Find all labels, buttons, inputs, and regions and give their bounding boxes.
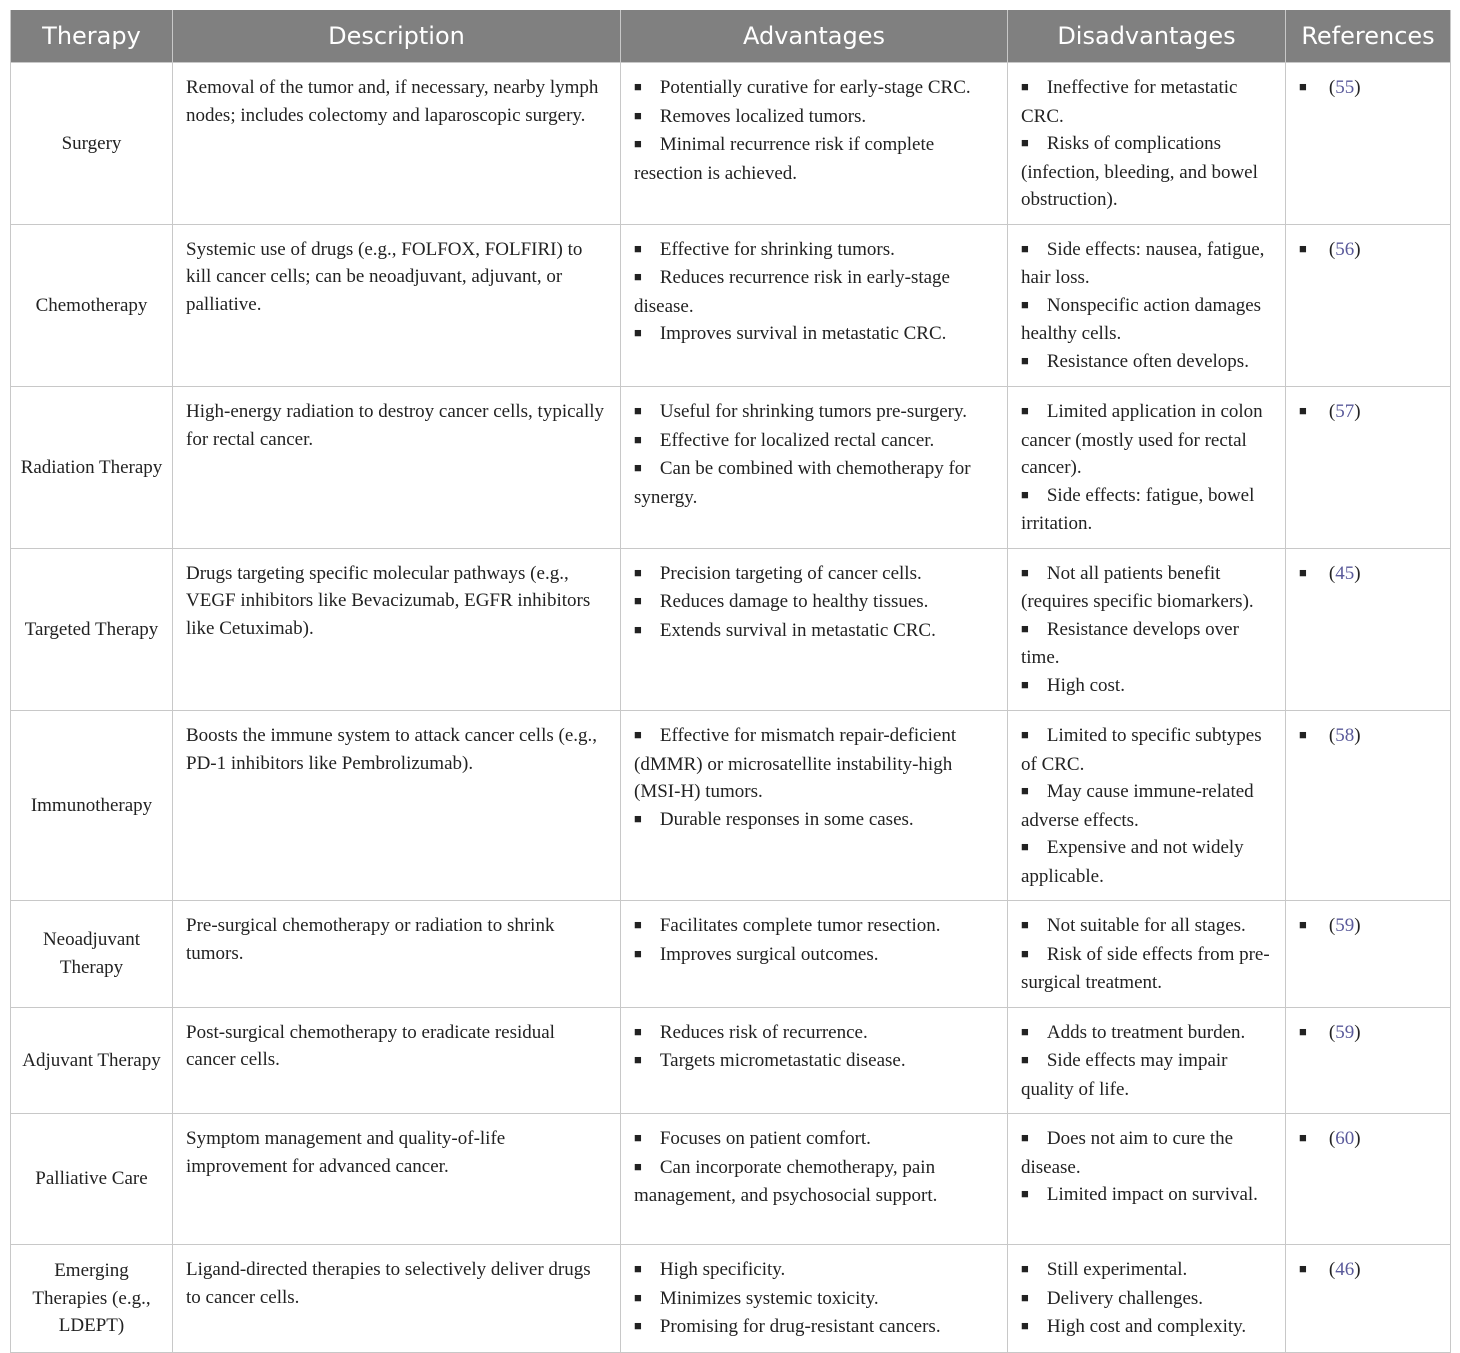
reference-cell — [1286, 901, 1451, 1008]
advantage-item: ■ Precision targeting of cancer cells. — [634, 560, 994, 589]
disadvantage-item: ■ Expensive and not widely applicable. — [1021, 834, 1272, 890]
reference-cell — [1286, 1114, 1451, 1245]
table-row — [11, 387, 1451, 549]
disadvantage-item: ■ Limited to specific subtypes of CRC. — [1021, 722, 1272, 778]
advantage-item: ■ Extends survival in metastatic CRC. — [634, 617, 994, 646]
reference-item: ■ (55) — [1299, 77, 1361, 98]
therapy-name: Surgery — [11, 63, 173, 225]
header-references: References — [1286, 10, 1451, 63]
reference-link[interactable]: 58 — [1335, 725, 1355, 746]
therapy-description: Pre-surgical chemotherapy or radiation to shrink tumors. — [173, 901, 621, 1008]
disadvantages-cell — [1008, 711, 1286, 901]
reference-cell — [1286, 63, 1451, 225]
reference-cell — [1286, 224, 1451, 387]
advantages-cell — [621, 224, 1008, 387]
header-description: Description — [173, 10, 621, 63]
advantage-item: ■ Facilitates complete tumor resection. — [634, 912, 994, 941]
advantage-item: ■ Promising for drug-resistant cancers. — [634, 1313, 994, 1342]
advantages-cell — [621, 901, 1008, 1008]
disadvantage-item: ■ High cost. — [1021, 672, 1272, 701]
table-row — [11, 1245, 1451, 1353]
table-header-row — [11, 10, 1451, 63]
disadvantage-item: ■ Not suitable for all stages. — [1021, 912, 1272, 941]
reference-link[interactable]: 59 — [1335, 1021, 1355, 1043]
advantages-cell — [621, 1007, 1008, 1114]
disadvantage-item: ■ Still experimental. — [1021, 1256, 1272, 1285]
disadvantage-item: ■ Risk of side effects from pre-surgical treatment. — [1021, 941, 1272, 997]
table-row — [11, 548, 1451, 711]
disadvantage-item: ■ May cause immune-related adverse effects. — [1021, 778, 1272, 834]
reference-item: ■ (45) — [1299, 563, 1361, 584]
table-row — [11, 711, 1451, 901]
disadvantage-item: ■ Adds to treatment burden. — [1021, 1019, 1272, 1048]
therapy-description: High-energy radiation to destroy cancer cells, typically for rectal cancer. — [173, 387, 621, 549]
reference-link[interactable]: 59 — [1335, 915, 1355, 936]
advantage-item: ■ Focuses on patient comfort. — [634, 1125, 994, 1154]
disadvantage-item: ■ High cost and complexity. — [1021, 1313, 1272, 1342]
reference-item: ■ (57) — [1299, 401, 1361, 422]
advantage-item: ■ Minimizes systemic toxicity. — [634, 1285, 994, 1314]
reference-link[interactable]: 60 — [1335, 1128, 1355, 1149]
advantage-item: ■ Durable responses in some cases. — [634, 806, 994, 835]
table-row — [11, 1007, 1451, 1114]
therapy-name: Radiation Therapy — [11, 387, 173, 549]
disadvantage-item: ■ Ineffective for metastatic CRC. — [1021, 74, 1272, 130]
advantage-item: ■ Effective for mismatch repair-deficient (dMMR) or microsatellite instability-high (MSI-H) tumors. — [634, 722, 994, 806]
disadvantage-item: ■ Resistance develops over time. — [1021, 616, 1272, 672]
therapy-description: Post-surgical chemotherapy to eradicate residual cancer cells. — [173, 1007, 621, 1114]
header-advantages: Advantages — [621, 10, 1008, 63]
header-therapy: Therapy — [11, 10, 173, 63]
advantage-item: ■ Targets micrometastatic disease. — [634, 1047, 994, 1076]
therapy-description: Symptom management and quality-of-life improvement for advanced cancer. — [173, 1114, 621, 1245]
reference-cell — [1286, 387, 1451, 549]
therapy-description: Ligand-directed therapies to selectively deliver drugs to cancer cells. — [173, 1245, 621, 1353]
therapy-description: Systemic use of drugs (e.g., FOLFOX, FOLFIRI) to kill cancer cells; can be neoadjuvant, adjuvant, or palliative. — [173, 224, 621, 387]
disadvantage-item: ■ Side effects may impair quality of life. — [1021, 1047, 1272, 1103]
disadvantages-cell — [1008, 224, 1286, 387]
advantage-item: ■ Reduces recurrence risk in early-stage disease. — [634, 264, 994, 320]
disadvantages-cell — [1008, 1114, 1286, 1245]
disadvantage-item: ■ Side effects: fatigue, bowel irritation. — [1021, 482, 1272, 538]
advantage-item: ■ Potentially curative for early-stage CRC. — [634, 74, 994, 103]
disadvantages-cell — [1008, 901, 1286, 1008]
advantages-cell — [621, 387, 1008, 549]
advantage-item: ■ Removes localized tumors. — [634, 103, 994, 132]
reference-cell — [1286, 1245, 1451, 1353]
disadvantages-cell — [1008, 387, 1286, 549]
reference-item: ■ (46) — [1299, 1259, 1361, 1280]
disadvantage-item: ■ Delivery challenges. — [1021, 1285, 1272, 1314]
reference-cell — [1286, 1007, 1451, 1114]
reference-cell — [1286, 548, 1451, 711]
advantage-item: ■ Effective for shrinking tumors. — [634, 236, 994, 265]
advantage-item: ■ Reduces damage to healthy tissues. — [634, 588, 994, 617]
advantage-item: ■ Reduces risk of recurrence. — [634, 1019, 994, 1048]
advantages-cell — [621, 1114, 1008, 1245]
therapy-description: Removal of the tumor and, if necessary, nearby lymph nodes; includes colectomy and laparoscopic surgery. — [173, 63, 621, 225]
reference-link[interactable]: 57 — [1335, 401, 1355, 422]
therapy-name: Palliative Care — [11, 1114, 173, 1245]
disadvantage-item: ■ Does not aim to cure the disease. — [1021, 1125, 1272, 1181]
advantage-item: ■ Effective for localized rectal cancer. — [634, 427, 994, 456]
therapy-description: Boosts the immune system to attack cancer cells (e.g., PD-1 inhibitors like Pembrolizumab). — [173, 711, 621, 901]
table-row — [11, 224, 1451, 387]
table-row — [11, 901, 1451, 1008]
reference-link[interactable]: 55 — [1335, 77, 1355, 98]
advantages-cell — [621, 548, 1008, 711]
disadvantage-item: ■ Limited application in colon cancer (mostly used for rectal cancer). — [1021, 398, 1272, 482]
therapy-name: Adjuvant Therapy — [11, 1007, 173, 1114]
therapy-comparison-table — [10, 10, 1451, 1353]
disadvantage-item: ■ Not all patients benefit (requires specific biomarkers). — [1021, 560, 1272, 616]
reference-item: ■ (59) — [1299, 1022, 1361, 1043]
header-disadvantages: Disadvantages — [1008, 10, 1286, 63]
disadvantages-cell — [1008, 63, 1286, 225]
advantage-item: ■ Improves survival in metastatic CRC. — [634, 320, 994, 349]
therapy-name: Neoadjuvant Therapy — [11, 901, 173, 1008]
therapy-name: Immunotherapy — [11, 711, 173, 901]
reference-link[interactable]: 56 — [1335, 238, 1355, 260]
disadvantage-item: ■ Resistance often develops. — [1021, 348, 1272, 377]
disadvantage-item: ■ Side effects: nausea, fatigue, hair loss. — [1021, 236, 1272, 292]
therapy-name: Chemotherapy — [11, 224, 173, 387]
advantages-cell — [621, 1245, 1008, 1353]
advantage-item: ■ Improves surgical outcomes. — [634, 941, 994, 970]
reference-item: ■ (60) — [1299, 1128, 1361, 1149]
disadvantages-cell — [1008, 1007, 1286, 1114]
therapy-name: Emerging Therapies (e.g., LDEPT) — [11, 1245, 173, 1353]
disadvantages-cell — [1008, 548, 1286, 711]
table-row — [11, 63, 1451, 225]
therapy-table-container — [10, 10, 1450, 1353]
advantages-cell — [621, 711, 1008, 901]
reference-link[interactable]: 46 — [1335, 1259, 1355, 1280]
advantage-item: ■ Minimal recurrence risk if complete resection is achieved. — [634, 131, 994, 187]
disadvantage-item: ■ Limited impact on survival. — [1021, 1181, 1272, 1210]
disadvantage-item: ■ Nonspecific action damages healthy cells. — [1021, 292, 1272, 348]
advantage-item: ■ Can be combined with chemotherapy for synergy. — [634, 455, 994, 511]
reference-item: ■ (58) — [1299, 725, 1361, 746]
reference-cell — [1286, 711, 1451, 901]
table-row — [11, 1114, 1451, 1245]
reference-item: ■ (59) — [1299, 915, 1361, 936]
reference-item: ■ (56) — [1299, 239, 1361, 260]
advantage-item: ■ High specificity. — [634, 1256, 994, 1285]
advantage-item: ■ Can incorporate chemotherapy, pain management, and psychosocial support. — [634, 1154, 994, 1210]
advantage-item: ■ Useful for shrinking tumors pre-surgery. — [634, 398, 994, 427]
therapy-description: Drugs targeting specific molecular pathways (e.g., VEGF inhibitors like Bevacizumab, EGFR inhibitors like Cetuximab). — [173, 548, 621, 711]
therapy-name: Targeted Therapy — [11, 548, 173, 711]
advantages-cell — [621, 63, 1008, 225]
disadvantages-cell — [1008, 1245, 1286, 1353]
reference-link[interactable]: 45 — [1335, 562, 1355, 584]
disadvantage-item: ■ Risks of complications (infection, bleeding, and bowel obstruction). — [1021, 130, 1272, 214]
